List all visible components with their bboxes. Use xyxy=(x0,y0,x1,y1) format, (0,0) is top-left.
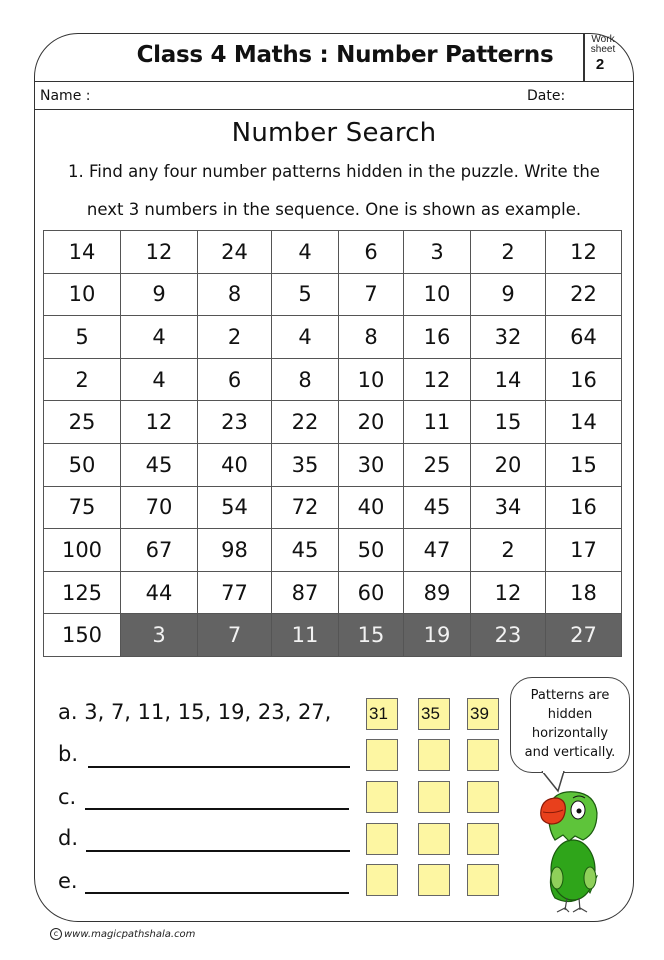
answer-row-c xyxy=(58,785,76,809)
grid-cell[interactable]: 6 xyxy=(339,231,404,274)
grid-cell[interactable]: 27 xyxy=(546,614,622,657)
grid-row xyxy=(44,443,622,486)
grid-cell[interactable]: 7 xyxy=(198,614,272,657)
grid-row xyxy=(44,529,622,572)
grid-cell[interactable]: 6 xyxy=(198,358,272,401)
answer-box-d-3[interactable] xyxy=(467,823,499,855)
answer-box-a-1[interactable]: 31 xyxy=(366,698,398,730)
grid-row xyxy=(44,273,622,316)
grid-cell[interactable]: 18 xyxy=(546,571,622,614)
bubble-line-2: hidden xyxy=(547,707,593,722)
grid-cell[interactable]: 4 xyxy=(272,231,339,274)
grid-row xyxy=(44,614,622,657)
answer-box-e-2[interactable] xyxy=(418,864,450,896)
grid-cell[interactable]: 30 xyxy=(339,443,404,486)
date-label: Date: xyxy=(527,88,566,104)
grid-cell[interactable]: 12 xyxy=(121,401,198,444)
grid-cell[interactable]: 75 xyxy=(44,486,121,529)
answer-line-e[interactable] xyxy=(85,892,349,894)
grid-cell[interactable]: 72 xyxy=(272,486,339,529)
number-search-grid xyxy=(43,230,622,657)
grid-cell[interactable]: 19 xyxy=(404,614,471,657)
grid-row xyxy=(44,486,622,529)
grid-cell[interactable]: 34 xyxy=(471,486,546,529)
answer-label: c. xyxy=(58,785,77,809)
grid-cell[interactable]: 2 xyxy=(44,358,121,401)
grid-cell[interactable]: 14 xyxy=(44,231,121,274)
grid-cell[interactable]: 11 xyxy=(404,401,471,444)
grid-cell[interactable]: 45 xyxy=(121,443,198,486)
grid-cell[interactable]: 87 xyxy=(272,571,339,614)
grid-cell[interactable]: 16 xyxy=(546,358,622,401)
grid-cell[interactable]: 15 xyxy=(546,443,622,486)
bubble-line-3: horizontally xyxy=(531,726,609,741)
answer-box-e-1[interactable] xyxy=(366,864,398,896)
grid-cell[interactable]: 12 xyxy=(471,571,546,614)
grid-cell[interactable]: 70 xyxy=(121,486,198,529)
grid-cell[interactable]: 22 xyxy=(546,273,622,316)
bubble-line-4: and vertically. xyxy=(524,745,616,760)
grid-cell[interactable]: 150 xyxy=(44,614,121,657)
grid-cell[interactable]: 25 xyxy=(404,443,471,486)
section-heading: Number Search xyxy=(231,118,437,148)
grid-cell[interactable]: 8 xyxy=(272,358,339,401)
grid-cell[interactable]: 10 xyxy=(44,273,121,316)
answer-box-b-1[interactable] xyxy=(366,739,398,771)
grid-cell[interactable]: 2 xyxy=(471,231,546,274)
grid-row xyxy=(44,358,622,401)
grid-cell[interactable]: 2 xyxy=(471,529,546,572)
grid-cell[interactable]: 77 xyxy=(198,571,272,614)
answer-box-b-2[interactable] xyxy=(418,739,450,771)
answer-box-b-3[interactable] xyxy=(467,739,499,771)
worksheet-label-line2: sheet xyxy=(590,44,616,55)
grid-row xyxy=(44,231,622,274)
grid-cell[interactable]: 12 xyxy=(546,231,622,274)
grid-cell[interactable]: 50 xyxy=(44,443,121,486)
grid-cell[interactable]: 8 xyxy=(339,316,404,359)
answer-row-a xyxy=(58,700,331,724)
grid-cell[interactable]: 16 xyxy=(546,486,622,529)
answer-box-c-1[interactable] xyxy=(366,781,398,813)
grid-cell[interactable]: 20 xyxy=(339,401,404,444)
answer-line-b[interactable] xyxy=(88,766,350,768)
worksheet-number: 2 xyxy=(595,56,605,73)
grid-cell[interactable]: 14 xyxy=(546,401,622,444)
grid-cell[interactable]: 23 xyxy=(198,401,272,444)
answer-label: b. xyxy=(58,742,79,766)
grid-cell[interactable]: 25 xyxy=(44,401,121,444)
grid-cell[interactable]: 45 xyxy=(404,486,471,529)
answer-box-a-2[interactable]: 35 xyxy=(418,698,450,730)
answer-box-e-3[interactable] xyxy=(467,864,499,896)
grid-cell[interactable]: 4 xyxy=(272,316,339,359)
bubble-line-1: Patterns are xyxy=(530,688,610,703)
grid-cell[interactable]: 64 xyxy=(546,316,622,359)
answer-line-c[interactable] xyxy=(85,808,349,810)
grid-cell[interactable]: 10 xyxy=(404,273,471,316)
grid-cell[interactable]: 9 xyxy=(121,273,198,316)
grid-cell[interactable]: 60 xyxy=(339,571,404,614)
grid-cell[interactable]: 16 xyxy=(404,316,471,359)
grid-cell[interactable]: 3 xyxy=(121,614,198,657)
grid-cell[interactable]: 44 xyxy=(121,571,198,614)
answer-row-d xyxy=(58,826,78,850)
worksheet-title: Class 4 Maths : Number Patterns xyxy=(136,42,554,68)
grid-cell[interactable]: 54 xyxy=(198,486,272,529)
answer-box-c-2[interactable] xyxy=(418,781,450,813)
parrot-mascot-icon xyxy=(535,788,605,913)
worksheet-label xyxy=(585,35,621,55)
answer-row-e xyxy=(58,869,78,893)
grid-cell[interactable]: 47 xyxy=(404,529,471,572)
grid-cell[interactable]: 23 xyxy=(471,614,546,657)
grid-cell[interactable]: 35 xyxy=(272,443,339,486)
answer-sequence: 3, 7, 11, 15, 19, 23, 27, xyxy=(84,700,332,724)
grid-cell[interactable]: 5 xyxy=(44,316,121,359)
grid-cell[interactable]: 40 xyxy=(198,443,272,486)
grid-cell[interactable]: 45 xyxy=(272,529,339,572)
grid-cell[interactable]: 17 xyxy=(546,529,622,572)
instruction-line-1: 1. Find any four number patterns hidden in the puzzle. Write the xyxy=(68,162,600,181)
answer-label: e. xyxy=(58,869,78,893)
grid-cell[interactable]: 15 xyxy=(339,614,404,657)
grid-cell[interactable]: 89 xyxy=(404,571,471,614)
grid-cell[interactable]: 12 xyxy=(404,358,471,401)
answer-line-d[interactable] xyxy=(86,850,350,852)
grid-cell[interactable]: 3 xyxy=(404,231,471,274)
grid-cell[interactable]: 12 xyxy=(121,231,198,274)
grid-row xyxy=(44,316,622,359)
copyright-footer xyxy=(50,928,195,940)
grid-row xyxy=(44,571,622,614)
answer-box-d-2[interactable] xyxy=(418,823,450,855)
grid-cell[interactable]: 50 xyxy=(339,529,404,572)
answer-label: a. xyxy=(58,700,78,724)
name-label: Name : xyxy=(40,88,91,104)
grid-cell[interactable]: 98 xyxy=(198,529,272,572)
grid-cell[interactable]: 5 xyxy=(272,273,339,316)
grid-cell[interactable]: 11 xyxy=(272,614,339,657)
answer-row-b xyxy=(58,742,78,766)
answer-box-d-1[interactable] xyxy=(366,823,398,855)
grid-cell[interactable]: 9 xyxy=(471,273,546,316)
grid-cell[interactable]: 14 xyxy=(471,358,546,401)
grid-row xyxy=(44,401,622,444)
grid-cell[interactable]: 15 xyxy=(471,401,546,444)
grid-cell[interactable]: 2 xyxy=(198,316,272,359)
worksheet-label-line1: Work xyxy=(591,34,615,45)
site-url: www.magicpathshala.com xyxy=(64,928,196,940)
grid-cell[interactable]: 20 xyxy=(471,443,546,486)
grid-cell[interactable]: 40 xyxy=(339,486,404,529)
grid-cell[interactable]: 10 xyxy=(339,358,404,401)
copyright-icon: c xyxy=(50,928,62,940)
grid-cell[interactable]: 8 xyxy=(198,273,272,316)
answer-box-c-3[interactable] xyxy=(467,781,499,813)
answer-box-a-3[interactable]: 39 xyxy=(467,698,499,730)
instruction-line-2: next 3 numbers in the sequence. One is shown as example. xyxy=(86,200,582,219)
hint-speech-bubble xyxy=(510,677,630,773)
answer-label: d. xyxy=(58,826,79,850)
grid-cell[interactable]: 100 xyxy=(44,529,121,572)
grid-cell[interactable]: 24 xyxy=(198,231,272,274)
grid-cell[interactable]: 4 xyxy=(121,358,198,401)
grid-cell[interactable]: 7 xyxy=(339,273,404,316)
grid-cell[interactable]: 125 xyxy=(44,571,121,614)
grid-cell[interactable]: 32 xyxy=(471,316,546,359)
grid-cell[interactable]: 67 xyxy=(121,529,198,572)
grid-cell[interactable]: 22 xyxy=(272,401,339,444)
grid-cell[interactable]: 4 xyxy=(121,316,198,359)
